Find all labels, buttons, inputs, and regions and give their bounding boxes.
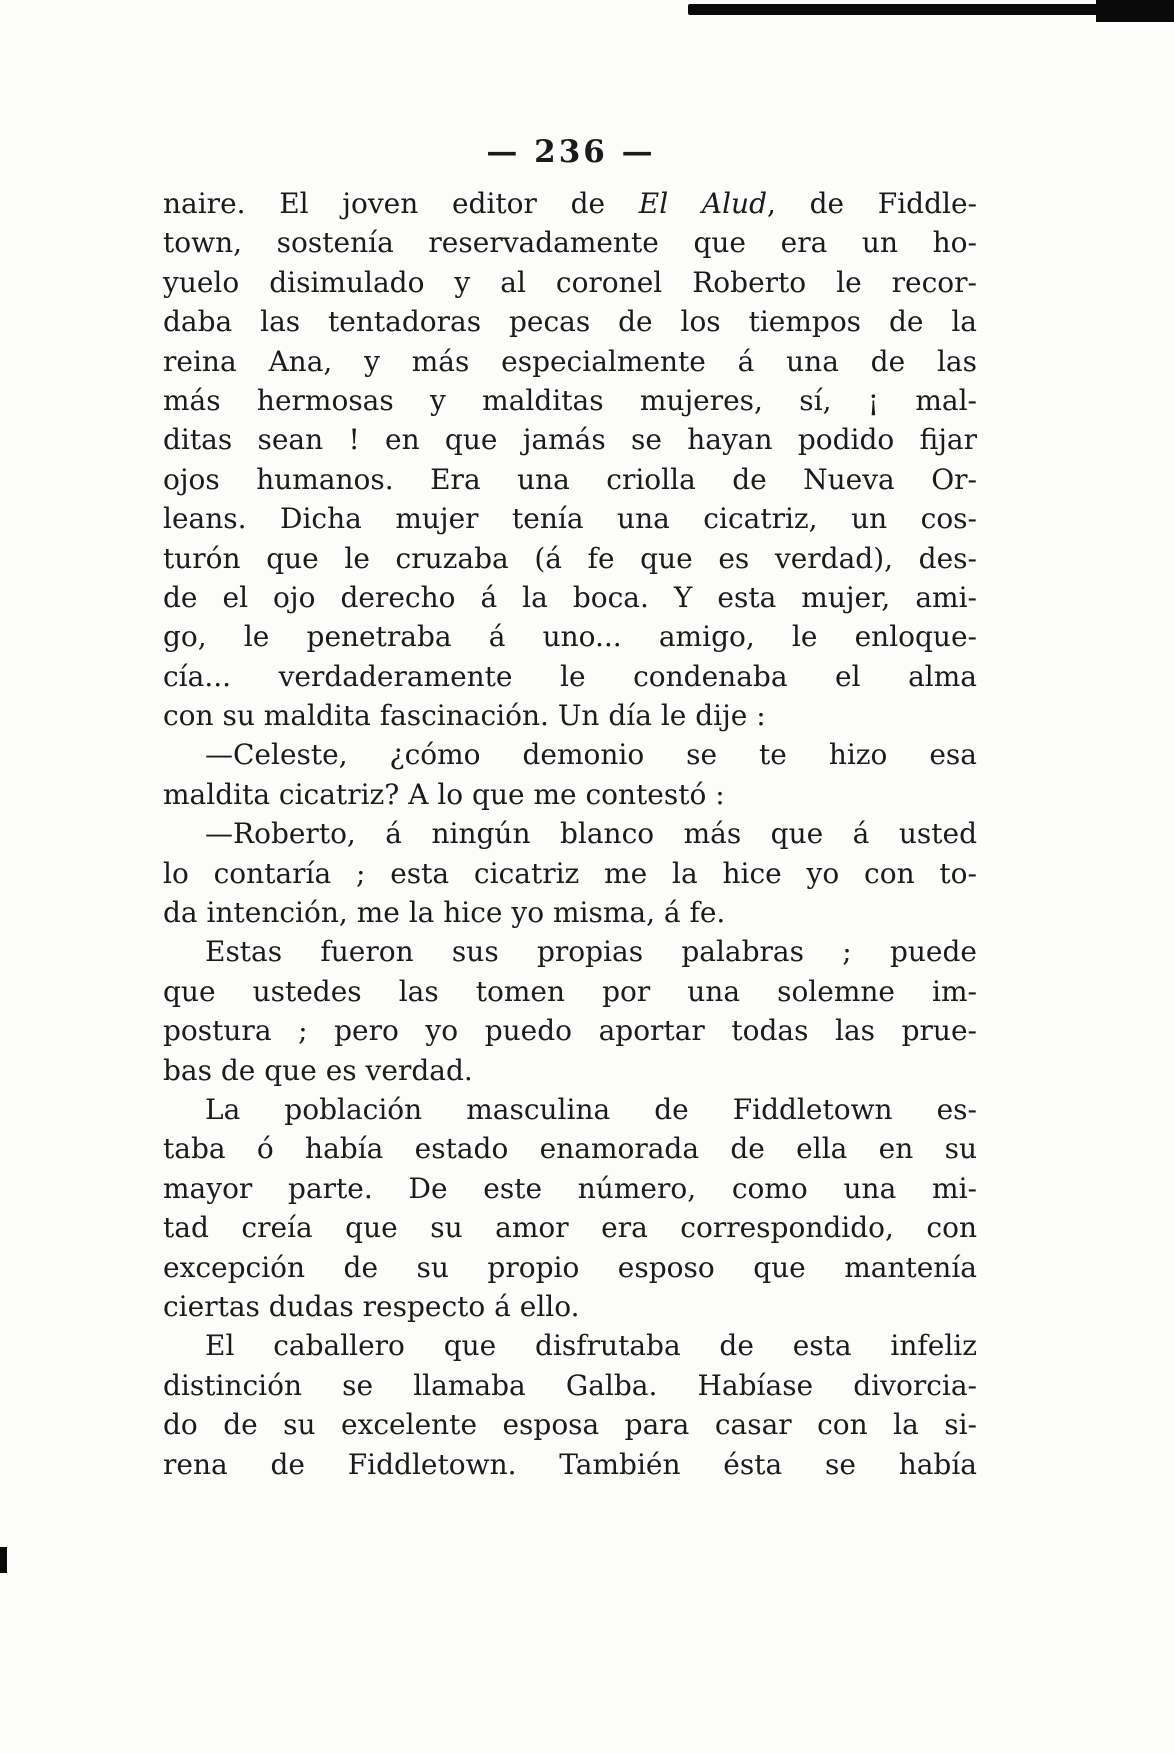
text-line: ditas sean ! en que jamás se hayan podido fijar [163,423,977,457]
text-line: excepción de su propio esposo que mantenía [163,1250,977,1284]
text-line: rena de Fiddletown. También ésta se había [163,1447,977,1481]
text-line: —Celeste, ¿cómo demonio se te hizo esa [205,738,977,772]
italic-text: El Alud [638,187,767,220]
scan-artifact-top-corner [1096,0,1174,22]
page-number: — 236 — [486,134,656,170]
scan-artifact-bottom-left [0,1547,7,1573]
text-line: ojos humanos. Era una criolla de Nueva Or- [163,462,977,496]
text-line: lo contaría ; esta cicatriz me la hice yo con to- [163,856,977,890]
text-line: do de su excelente esposa para casar con la si- [163,1408,977,1442]
text-line: da intención, me la hice yo misma, á fe. [163,896,726,930]
text-line: postura ; pero yo puedo aportar todas las prue- [163,1014,977,1048]
text-line: yuelo disimulado y al coronel Roberto le recor- [163,265,977,299]
text-line: Estas fueron sus propias palabras ; puede [205,935,977,969]
text-line: taba ó había estado enamorada de ella en su [163,1132,977,1166]
text-block [163,184,977,1484]
text-line: —Roberto, á ningún blanco más que á usted [205,817,977,851]
text-line: maldita cicatriz? A lo que me contestó : [163,777,725,811]
text-line: go, le penetraba á uno... amigo, le enloque- [163,620,977,654]
text-line: más hermosas y malditas mujeres, sí, ¡ mal- [163,383,977,417]
text-line: ciertas dudas respecto á ello. [163,1289,580,1323]
text-line: de el ojo derecho á la boca. Y esta mujer, ami- [163,580,977,614]
text-line: La población masculina de Fiddletown es- [205,1092,977,1126]
text-line: reina Ana, y más especialmente á una de las [163,344,977,378]
text-line: distinción se llamaba Galba. Habíase divorcia- [163,1368,977,1402]
text-line: naire. El joven editor de El Alud, de Fiddle- [163,187,977,220]
text-line: El caballero que disfrutaba de esta infeliz [205,1329,977,1363]
text-line: con su maldita fascinación. Un día le dije : [163,699,766,733]
text-line: que ustedes las tomen por una solemne im- [163,974,977,1008]
text-line: turón que le cruzaba (á fe que es verdad), des- [163,541,977,575]
text-line: daba las tentadoras pecas de los tiempos de la [163,305,977,339]
text-line: cía... verdaderamente le condenaba el alma [163,659,977,693]
text-line: tad creía que su amor era correspondido, con [163,1211,977,1245]
text-line: mayor parte. De este número, como una mi- [163,1171,977,1205]
text-line: town, sostenía reservadamente que era un ho- [163,226,977,260]
text-line: bas de que es verdad. [163,1053,473,1087]
text-line: leans. Dicha mujer tenía una cicatriz, un cos- [163,502,977,536]
